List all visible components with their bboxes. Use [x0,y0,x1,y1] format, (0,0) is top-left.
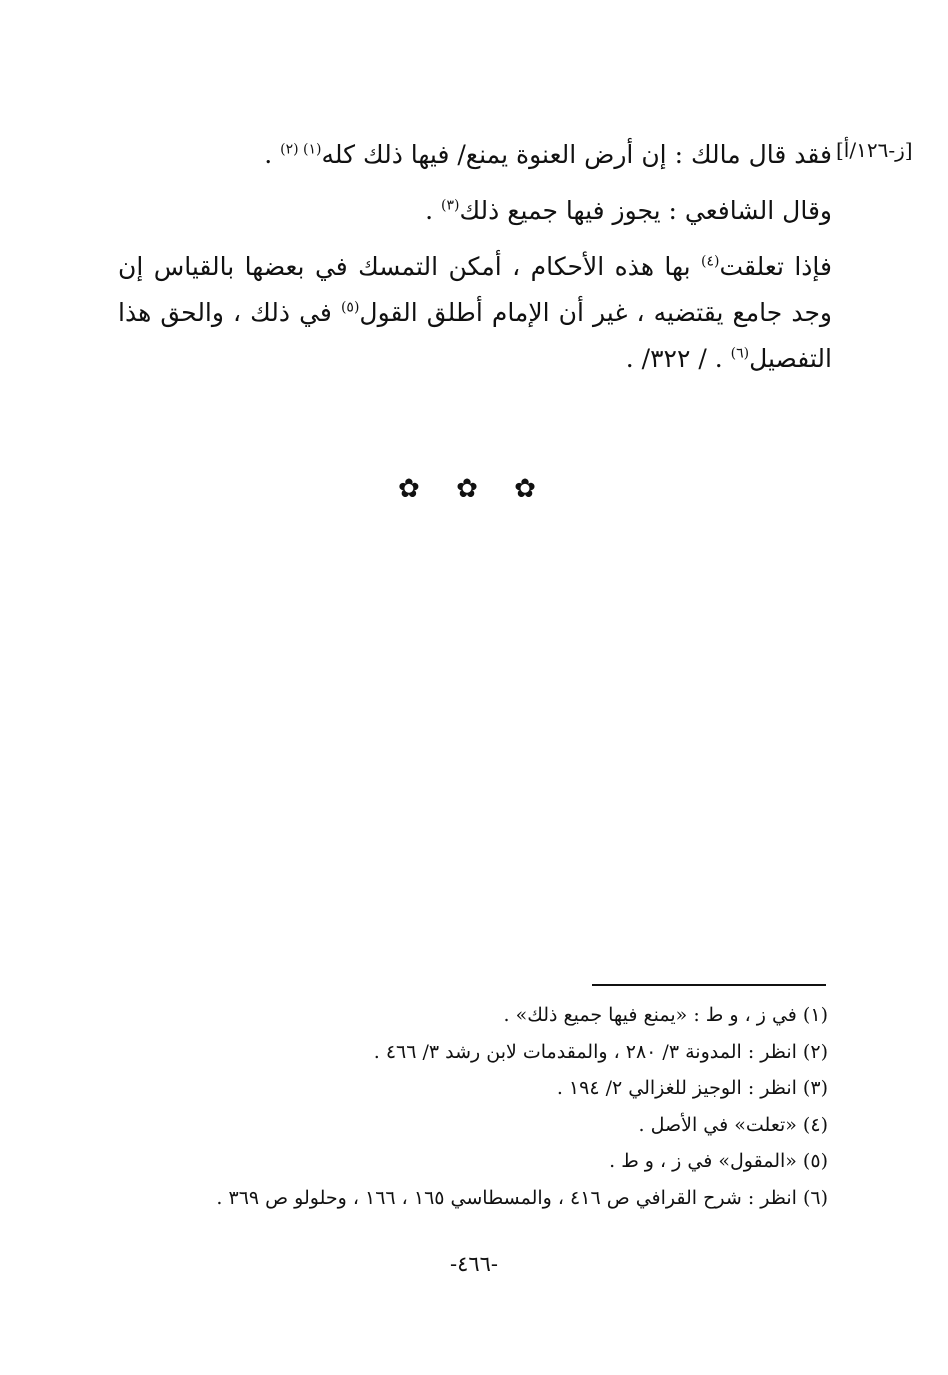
paragraph-malik [118,132,832,178]
footnote-3: (٣) انظر : الوجيز للغزالي ٢/ ١٩٤ . [556,1077,828,1099]
footnote-marker: (٥) [340,299,360,316]
text-segment: . [264,140,281,169]
text-segment: بها هذه الأحكام ، أمكن التمسك في بعضها بالقياس إن وجد جامع يقتضيه ، غير أن الإمام أطلق القول [118,252,832,327]
footnote-marker: (٤) [700,253,720,270]
footnotes [140,997,828,1216]
footnote-4: (٤) «تعلت» في الأصل . [638,1113,828,1136]
text-segment: فإذا تعلقت [719,252,833,281]
footnote-marker: (٦) [730,345,750,362]
footnote-6: (٦) انظر : شرح القرافي ص ٤١٦ ، والمسطاسي ١٦٥ ، ١٦٦ ، وحلولو ص ٣٦٩ . [216,1186,828,1209]
manuscript-folio-reference: [ز-١٢٦/أ] [836,138,913,162]
page-number: -٤٦٦- [449,1252,499,1276]
section-ornament-divider: ✿ ✿ ✿ [398,474,550,504]
footnote-5: (٥) «المقول» في ز ، و ط . [609,1150,828,1172]
text-segment: . [425,196,441,225]
footnote-separator-rule [592,984,826,986]
text-segment: في ذلك ، والحق هذا التفصيل [118,298,832,373]
main-text [118,132,832,382]
footnote-marker: (١) (٢) [280,141,322,158]
footnote-2: (٢) انظر : المدونة ٣/ ٢٨٠ ، والمقدمات لابن رشد ٣/ ٤٦٦ . [373,1040,828,1063]
paragraph-shafii [118,188,832,234]
text-segment: . / ٣٢٢/ . [625,344,731,373]
text-segment: وقال الشافعي : يجوز فيها جميع ذلك [459,196,832,225]
footnote-marker: (٣) [440,197,460,214]
paragraph-qiyas [118,244,832,382]
footnote-1: (١) في ز ، و ط : «يمنع فيها جميع ذلك» . [503,1004,828,1026]
text-segment: فقد قال مالك : إن أرض العنوة يمنع/ فيها ذلك كله [321,140,832,169]
